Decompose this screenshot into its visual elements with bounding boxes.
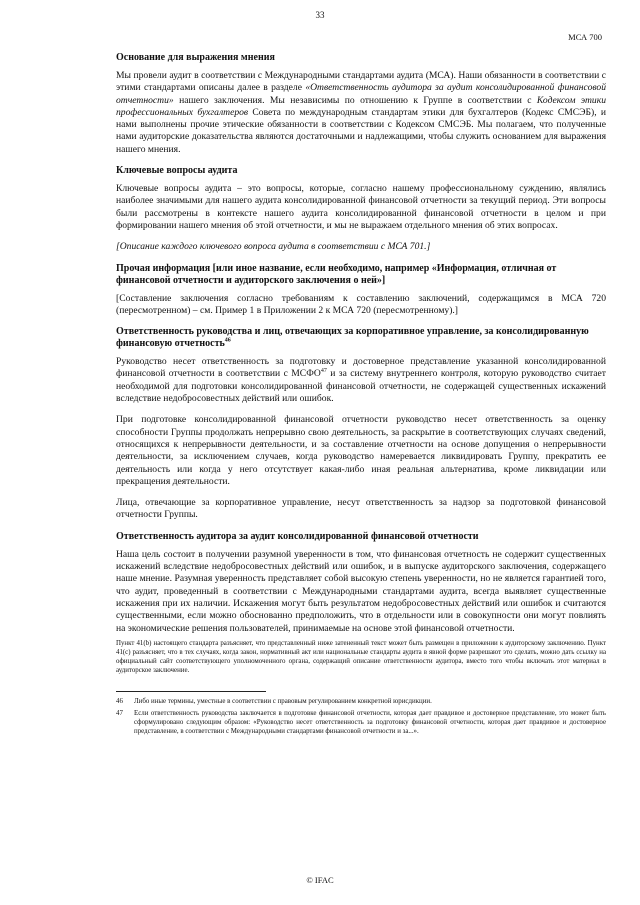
- guidance-note: Пункт 41(b) настоящего стандарта разъясняет, что представленный ниже затененный текст может быть размещен в приложении к аудиторскому заключению. Пункт 41(c) разъясняет, что в тех случаях, когда закон, нормативный акт или национальные стандарты аудита в явной форме разрешают это сделать, можно дать ссылку на официальный сайт соответствующего уполномоченного органа, содержащий описание ответственности аудитора, вместо того чтобы включать этот материал в аудиторское заключение.: [116, 639, 606, 674]
- footnote-number: 46: [116, 697, 123, 705]
- section-heading: Ключевые вопросы аудита: [116, 165, 238, 177]
- footnote-number: 47: [116, 709, 123, 717]
- paragraph: Лица, отвечающие за корпоративное управление, несут ответственность за надзор за подготовкой финансовой отчетности Группы.: [116, 497, 606, 521]
- section-heading: Ответственность руководства и лиц, отвечающих за корпоративное управление, за консолидированную финансовую отчетность$^{46}$: [116, 326, 589, 350]
- document-code: МСА 700: [568, 32, 602, 42]
- footnote-ref: 47: [320, 368, 327, 375]
- footnote-divider: [116, 691, 266, 692]
- section-management-responsibility: [116, 326, 606, 522]
- paragraph: Наша цель состоит в получении разумной уверенности в том, что финансовая отчетность не содержит существенных искажений вследствие недобросовестных действий или ошибок, и в выпуске аудиторского заключения, содержащего наше мнение. Разумная уверенность представляет собой высокую степень уверенности, но не является гарантией того, что аудит, проведенный в соответствии с Международными стандартами аудита, всегда выявляет существенные искажения при их наличии. Искажения могут быть результатом недобросовестных действий или ошибок и считаются существенными, если можно обоснованно предположить, что в отдельности или в совокупности они могут повлиять на экономические решения пользователей, принимаемые на основе этой финансовой отчетности.: [116, 548, 606, 634]
- paragraph: Ключевые вопросы аудита – это вопросы, которые, согласно нашему профессиональному суждению, являлись наиболее значимыми для нашего аудита консолидированной финансовой отчетности за текущий период. Эти вопросы были рассмотрены в контексте нашего аудита консолидированной финансовой отчетности в целом и при формировании нашего мнения об этой отчетности, и мы не выражаем отдельного мнения об этих вопросах.: [116, 183, 606, 231]
- section-other-information: [116, 263, 606, 318]
- paragraph: Мы провели аудит в соответствии с Международными стандартами аудита (МСА). Наши обязанности в соответствии с этими стандартами описаны далее в разделе «Ответственность аудитора за аудит консолидированной финансовой отчетности» нашего заключения. Мы независимы по отношению к Группе в соответствии с Кодексом этики профессиональных бухгалтеров Совета по международным стандартам этики для бухгалтеров (Кодекс СМСЭБ), и нами выполнены прочие этические обязанности в соответствии с Кодексом СМСЭБ. Мы полагаем, что полученные нами аудиторские доказательства являются достаточными и надлежащими, чтобы служить основанием для выражения нашего мнения.: [116, 70, 607, 155]
- section-basis-for-opinion: [116, 52, 606, 156]
- section-auditor-responsibility: [116, 531, 606, 675]
- footnote: [116, 697, 606, 706]
- paragraph: [Составление заключения согласно требованиям к составлению заключений, содержащимся в МСА 720 (пересмотренном) – см. Пример 1 в Приложении 2 к МСА 720 (пересмотренному).]: [116, 292, 606, 316]
- footnote-text: Если ответственность руководства заключается в подготовке финансовой отчетности, которая дает правдивое и достоверное представление, это может быть сформулировано следующим образом: «Руководство несет ответственность за подготовку финансовой отчетности, которая дает правдивое и достоверное представление, в соответствии с Международными стандартами финансовой отчетности и за...».: [134, 709, 606, 735]
- footnote-ref: 46: [224, 337, 231, 344]
- paragraph: Руководство несет ответственность за подготовку и достоверное представление указанной консолидированной финансовой отчетности в соответствии с МСФО$^{47}$ и за систему внутреннего контроля, которую руководство считает необходимой для подготовки консолидированной финансовой отчетности, не содержащей существенных искажений вследствие недобросовестных действий или ошибок.: [116, 356, 606, 405]
- paragraph: При подготовке консолидированной финансовой отчетности руководство несет ответственность за оценку способности Группы продолжать непрерывно свою деятельность, за раскрытие в соответствующих случаях сведений, относящихся к непрерывности деятельности, и за составление отчетности на основе допущения о непрерывности деятельности, за исключением случаев, когда руководство намеревается ликвидировать Группу, прекратить ее деятельность или когда у него отсутствует какая-либо иная реальная альтернатива, кроме ликвидации или прекращения деятельности.: [116, 414, 606, 487]
- section-heading: Основание для выражения мнения: [116, 52, 275, 63]
- footnote-text: Либо иные термины, уместные в соответствии с правовым регулированием конкретной юрисдикции.: [134, 697, 432, 705]
- footnote: [116, 709, 606, 736]
- page-number: 33: [315, 10, 325, 20]
- page-content: [116, 52, 606, 739]
- page-footer: © IFAC: [306, 875, 334, 885]
- section-heading: Прочая информация [или иное название, если необходимо, например «Информация, отличная от финансовой отчетности и аудиторского заключения о ней»]: [116, 262, 557, 286]
- section-heading: Ответственность аудитора за аудит консолидированной финансовой отчетности: [116, 530, 479, 542]
- section-key-audit-matters: [116, 165, 606, 253]
- paragraph-italic: [Описание каждого ключевого вопроса аудита в соответствии с МСА 701.]: [116, 241, 431, 253]
